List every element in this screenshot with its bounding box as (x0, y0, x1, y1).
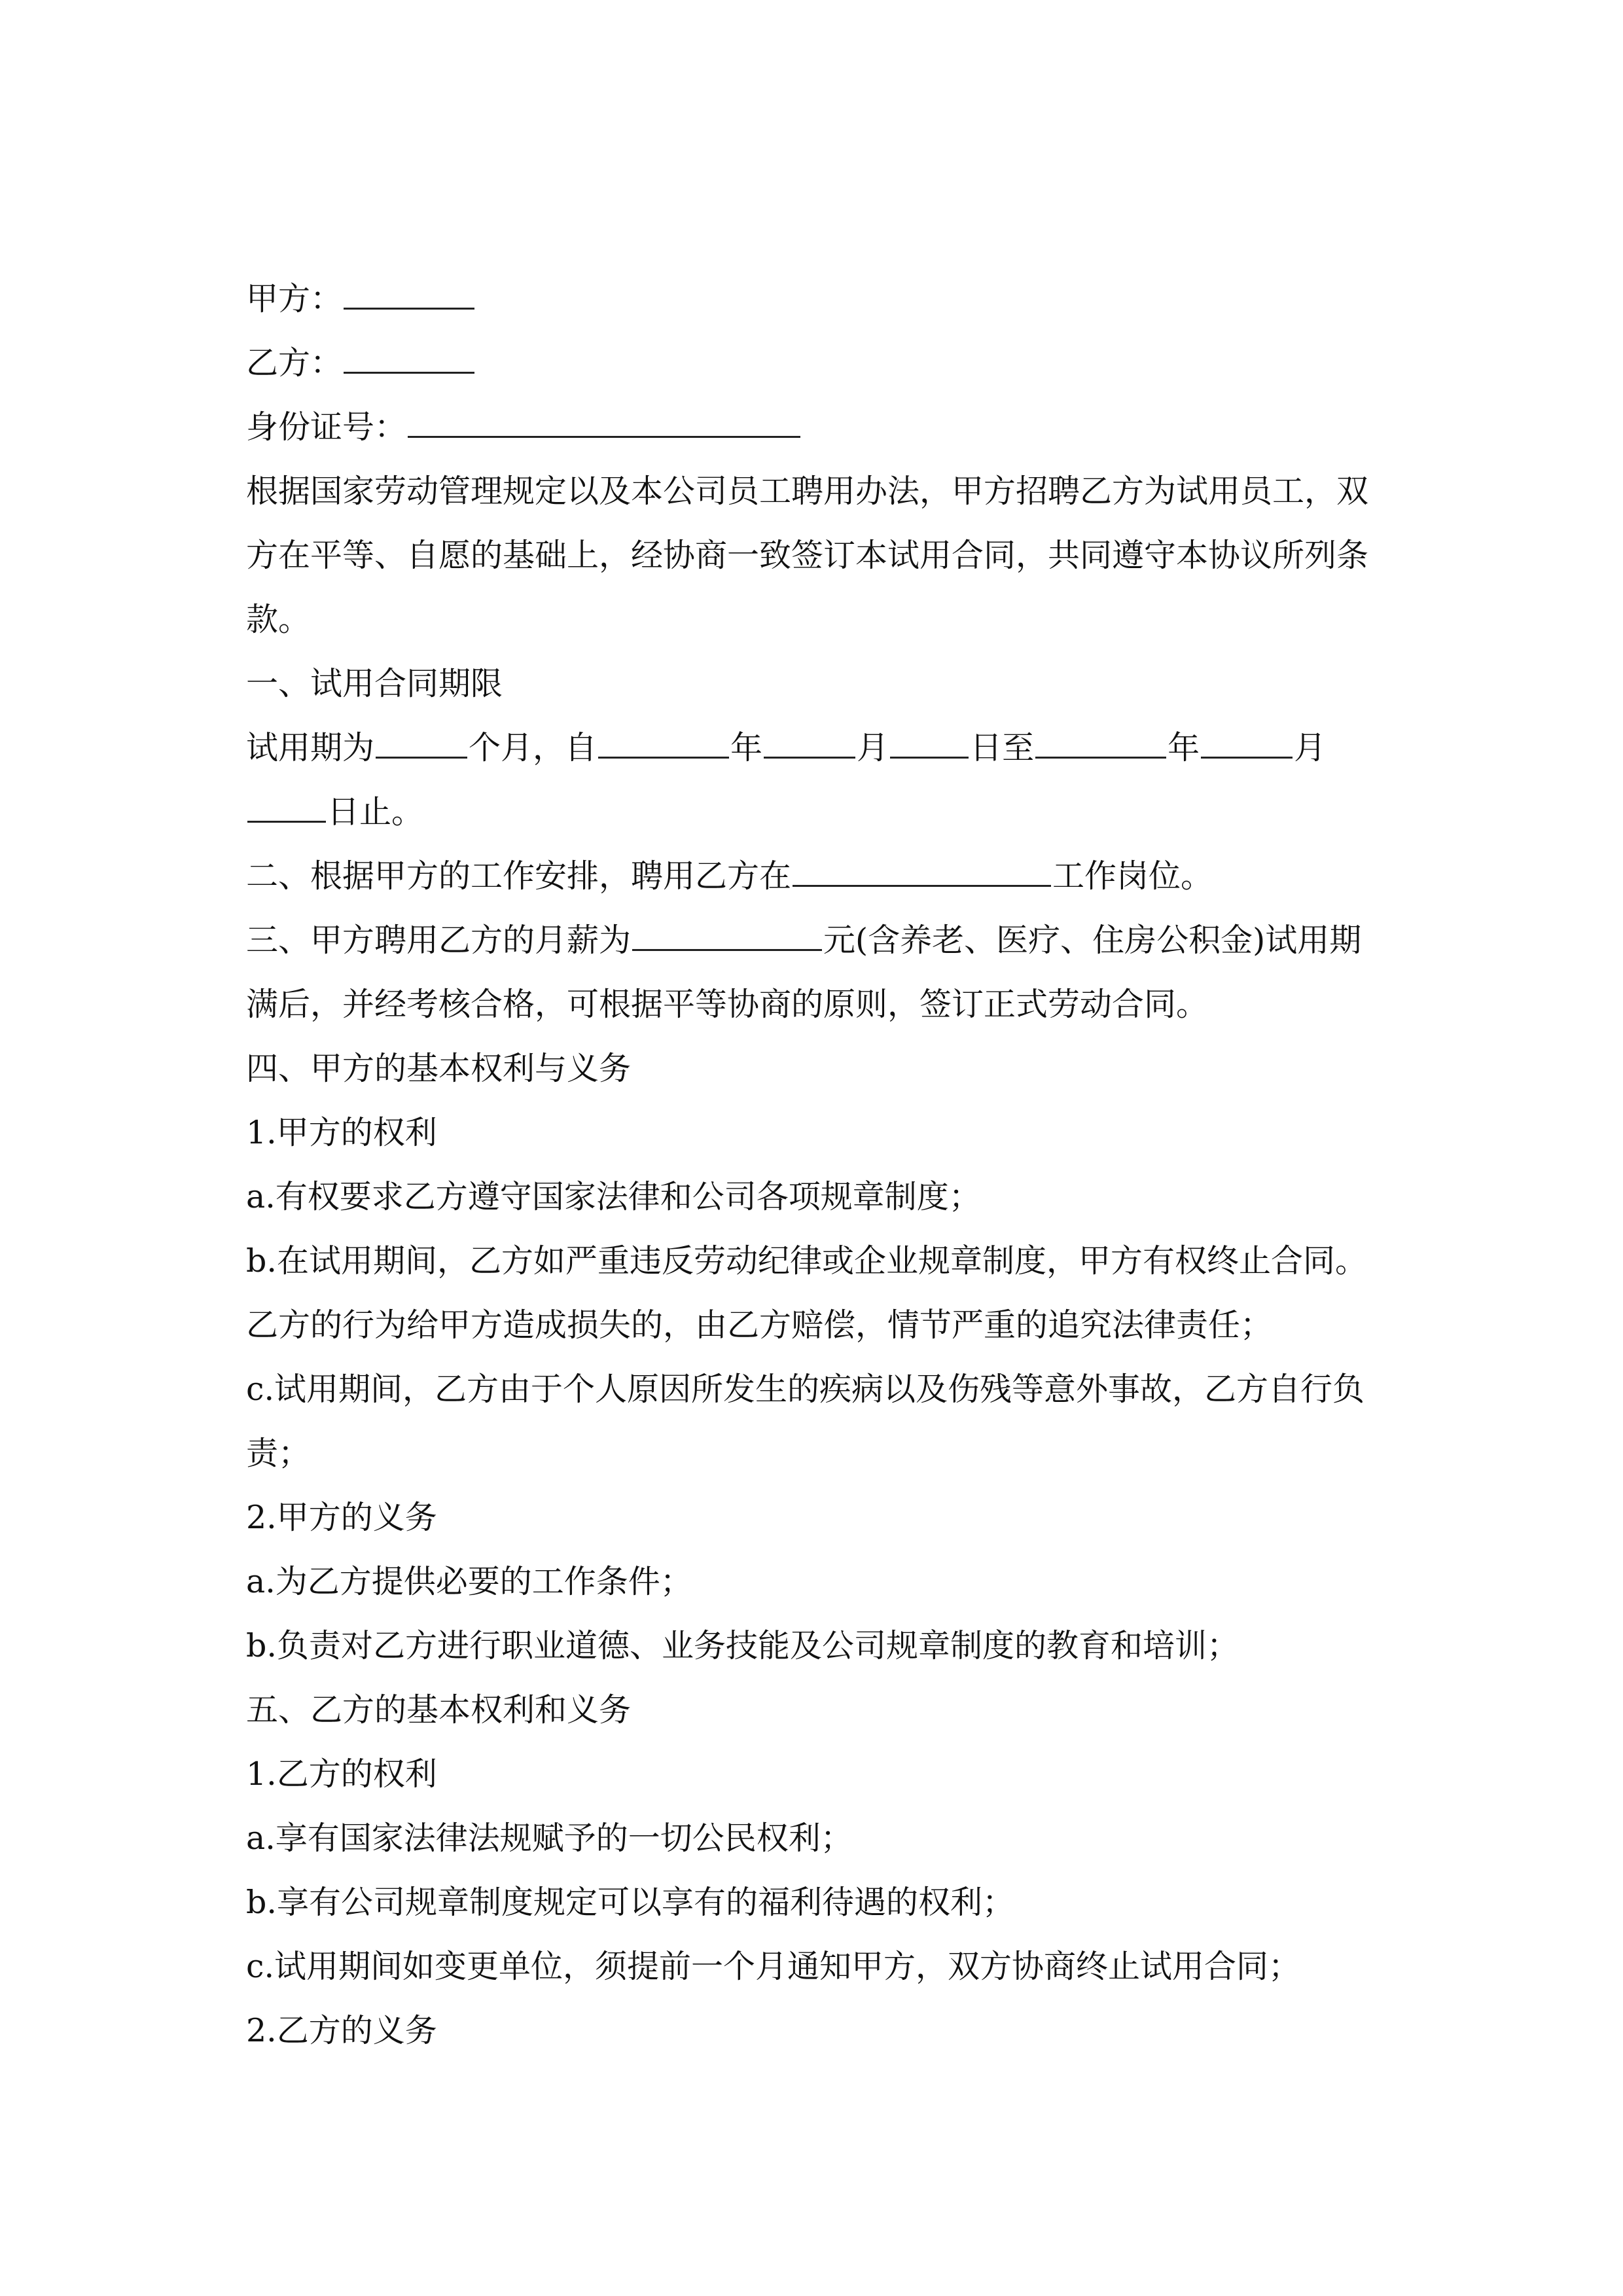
trial-text-5: 日至 (970, 729, 1035, 766)
section-4-2-item-a: a.为乙方提供必要的工作条件； (246, 1563, 692, 1600)
section-5-2-title: 2.乙方的义务 (246, 2012, 437, 2049)
section-4-1-item-c-line-2: 责； (246, 1435, 311, 1472)
section-2-line (246, 844, 1398, 908)
trial-text-4: 月 (857, 729, 889, 766)
party-a-label: 甲方： (246, 280, 343, 317)
section-5-1-item-a: a.享有国家法律法规赋予的一切公民权利； (246, 1820, 853, 1857)
section-5-1-item-b: b.享有公司规章制度规定可以享有的福利待遇的权利； (246, 1884, 1014, 1921)
start-year-blank[interactable] (598, 716, 729, 759)
end-day-blank[interactable] (247, 780, 326, 823)
section-4-title: 四、甲方的基本权利与义务 (246, 1050, 632, 1087)
trial-period-line-1 (246, 716, 1398, 780)
section-4-1-item-c-line-1: c.试用期间，乙方由于个人原因所发生的疾病以及伤残等意外事故，乙方自行负 (246, 1371, 1365, 1408)
party-b-line (246, 331, 1398, 395)
start-day-blank[interactable] (890, 716, 969, 759)
section-3-text-1: 三、甲方聘用乙方的月薪为 (246, 922, 632, 959)
section-4-1-item-a: a.有权要求乙方遵守国家法律和公司各项规章制度； (246, 1178, 981, 1215)
trial-text-8: 日止。 (327, 793, 424, 831)
end-month-blank[interactable] (1201, 716, 1293, 759)
end-year-blank[interactable] (1035, 716, 1166, 759)
section-2-text-2: 工作岗位。 (1052, 857, 1213, 895)
section-4-1-item-b-line-1: b.在试用期间，乙方如严重违反劳动纪律或企业规章制度，甲方有权终止合同。 (246, 1242, 1367, 1280)
section-3-text-2: 元(含养老、医疗、住房公积金)试用期 (823, 922, 1362, 959)
job-post-blank[interactable] (793, 844, 1051, 887)
intro-line-2: 方在平等、自愿的基础上，经协商一致签订本试用合同，共同遵守本协议所列条 (246, 537, 1369, 574)
section-4-2-item-b: b.负责对乙方进行职业道德、业务技能及公司规章制度的教育和培训； (246, 1627, 1239, 1664)
contract-body (246, 267, 1398, 2063)
trial-period-line-2 (246, 780, 1398, 844)
section-3-line-2: 满后，并经考核合格，可根据平等协商的原则，签订正式劳动合同。 (246, 986, 1209, 1023)
section-5-title: 五、乙方的基本权利和义务 (246, 1691, 632, 1729)
id-number-label: 身份证号： (246, 408, 407, 446)
section-4-1-item-b-line-2: 乙方的行为给甲方造成损失的，由乙方赔偿，情节严重的追究法律责任； (246, 1306, 1273, 1344)
trial-text-2: 个月，自 (469, 729, 597, 766)
section-4-1-title: 1.甲方的权利 (246, 1114, 437, 1151)
trial-text-7: 月 (1294, 729, 1327, 766)
section-2-text-1: 二、根据甲方的工作安排，聘用乙方在 (246, 857, 792, 895)
section-3-line-1 (246, 908, 1398, 973)
trial-months-blank[interactable] (376, 716, 467, 759)
start-month-blank[interactable] (764, 716, 855, 759)
section-5-1-item-c: c.试用期间如变更单位，须提前一个月通知甲方，双方协商终止试用合同； (246, 1948, 1301, 1985)
party-a-line (246, 267, 1398, 331)
id-number-line (246, 395, 1398, 459)
party-b-blank[interactable] (344, 331, 474, 374)
trial-text-3: 年 (730, 729, 763, 766)
intro-line-1: 根据国家劳动管理规定以及本公司员工聘用办法，甲方招聘乙方为试用员工，双 (246, 473, 1369, 510)
trial-text-6: 年 (1168, 729, 1200, 766)
id-number-blank[interactable] (408, 395, 800, 438)
section-5-1-title: 1.乙方的权利 (246, 1755, 437, 1793)
section-4-2-title: 2.甲方的义务 (246, 1499, 437, 1536)
trial-text-1: 试用期为 (246, 729, 375, 766)
section-1-title: 一、试用合同期限 (246, 665, 503, 702)
intro-line-3: 款。 (246, 601, 311, 638)
salary-blank[interactable] (632, 908, 822, 951)
party-b-label: 乙方： (246, 344, 343, 382)
party-a-blank[interactable] (344, 267, 474, 310)
